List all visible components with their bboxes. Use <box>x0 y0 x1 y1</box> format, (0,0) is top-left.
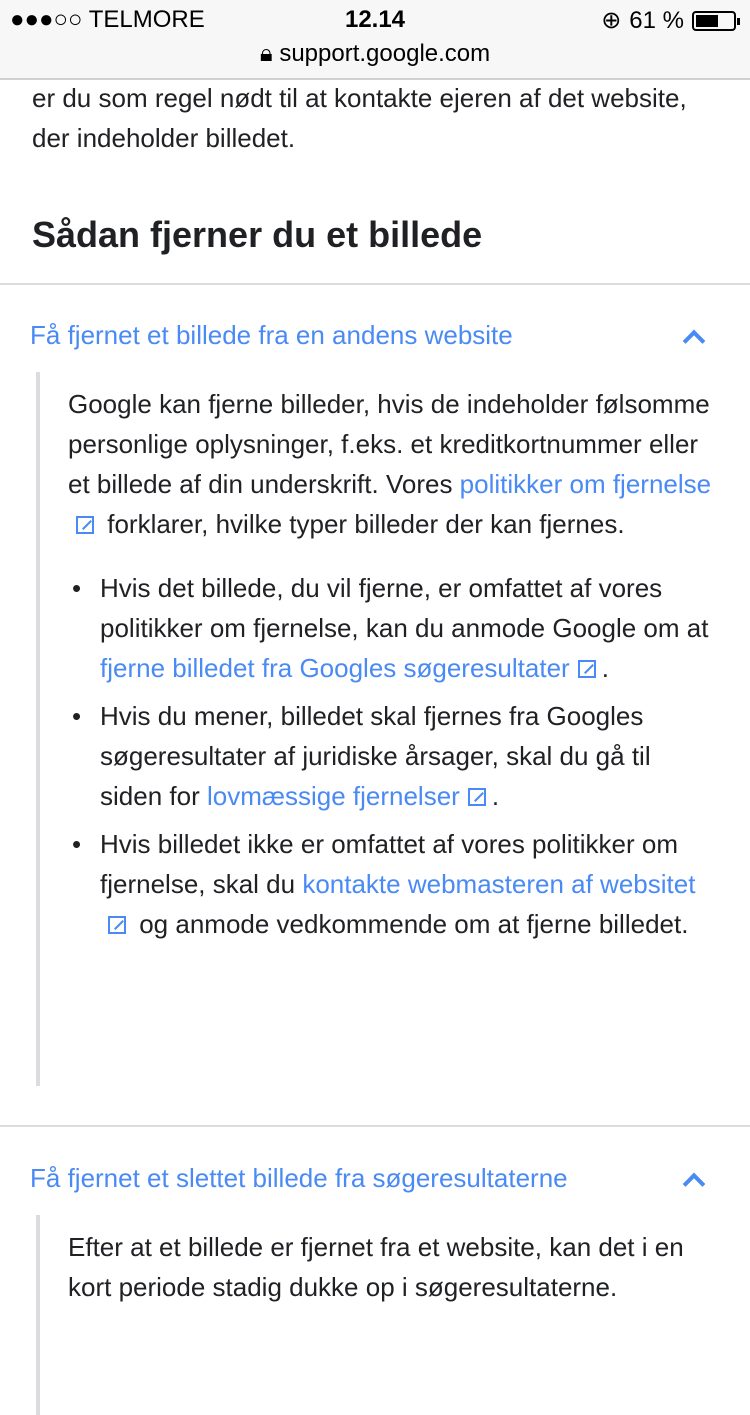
bullet-list <box>68 568 716 944</box>
list-item: • Hvis billedet ikke er omfattet af vores politikker om fjernelse, skal du kontakte webmasteren af websitet og anmode vedkommende om at fjerne billedet. <box>68 824 716 944</box>
external-link-icon <box>578 660 596 678</box>
divider <box>0 1125 750 1127</box>
chevron-up-icon[interactable] <box>683 329 706 352</box>
rotation-lock-icon: ⊕ <box>601 7 622 34</box>
list-item: • Hvis det billede, du vil fjerne, er omfattet af vores politikker om fjernelse, kan du anmode Google om at fjerne billedet fra Googles søgeresultater . <box>68 568 716 688</box>
lock-icon: 🔒︎ <box>259 40 273 67</box>
divider <box>0 283 750 285</box>
address-bar[interactable] <box>0 40 750 68</box>
external-link-icon <box>76 516 94 534</box>
paragraph: Google kan fjerne billeder, hvis de indeholder følsomme personlige oplysninger, f.eks. et kreditkortnummer eller et billede af din underskrift. Vores politikker om fjernelse forklarer, hvilke typer billeder der kan fjernes. <box>68 389 712 539</box>
carrier: ●●●○○ TELMORE <box>10 6 205 33</box>
accordion-title: Få fjernet et billede fra en andens website <box>30 320 513 350</box>
page-heading: Sådan fjerner du et billede <box>32 214 483 255</box>
paragraph: Efter at et billede er fjernet fra et website, kan det i en kort periode stadig dukke op i søgeresultaterne. <box>68 1232 684 1302</box>
contact-webmaster-link[interactable]: kontakte webmasteren af websitet <box>302 869 696 899</box>
list-item: • Hvis du mener, billedet skal fjernes fra Googles søgeresultater af juridiske årsager, skal du gå til siden for lovmæssige fjernelser . <box>68 696 716 816</box>
url-text: support.google.com <box>279 40 491 67</box>
remove-from-search-link[interactable]: fjerne billedet fra Googles søgeresultater <box>100 653 570 683</box>
accordion-title: Få fjernet et slettet billede fra søgeresultaterne <box>30 1163 568 1193</box>
battery-icon <box>692 11 736 31</box>
accordion-header-2[interactable] <box>30 1163 720 1194</box>
legal-removals-link[interactable]: lovmæssige fjernelser <box>206 781 460 811</box>
policy-link[interactable]: politikker om fjernelse <box>459 469 712 499</box>
battery-percent: 61 % <box>629 6 684 34</box>
external-link-icon <box>108 916 126 934</box>
external-link-icon <box>468 788 486 806</box>
chevron-up-icon[interactable] <box>683 1172 706 1195</box>
accordion-body-1 <box>36 372 716 1086</box>
status-bar <box>0 0 750 80</box>
clock: 12.14 <box>344 6 406 33</box>
accordion-body-2 <box>36 1215 716 1415</box>
intro-text: er du som regel nødt til at kontakte ejeren af det website, der indeholder billedet. <box>32 83 687 153</box>
accordion-header-1[interactable] <box>30 320 720 351</box>
